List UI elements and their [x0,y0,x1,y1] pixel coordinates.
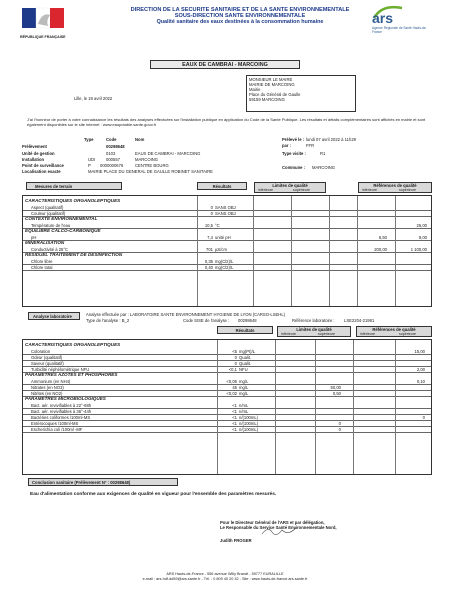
limit-sup: 50,00 [330,384,341,390]
row-divider [23,432,431,433]
meta-code-label: Code [106,137,117,142]
column-divider [253,196,254,306]
table1-header-mesures [26,182,122,190]
param-name: Saveur (qualitatif) [31,360,64,366]
limit-sup: 0 [338,426,341,432]
ref-inf: 200,00 [374,246,387,252]
result-unit: mg(Cl2)/L [215,264,234,270]
ref-sup: 15,00 [414,348,425,354]
address-line-3: Place du Général de Gaulle [249,92,301,97]
result-unit: SANS OBJ [215,210,236,216]
result-value: <1 [232,414,237,420]
meta-point-label: Point de surveillance [22,163,64,168]
page-title: EAUX DE CAMBRAI - MARCOING [182,62,268,68]
result-value: <1 [232,402,237,408]
limit-sup: 0,50 [332,390,341,396]
section-title: CARACTERISTIQUES ORGANOLEPTIQUES [25,342,121,347]
param-name: Odeur (qualitatif) [31,354,63,360]
table2-body [22,339,432,475]
column-divider [329,196,330,306]
table1-header-resultats-label: Résultats [212,184,232,189]
result-value: <0,05 [226,378,237,384]
column-divider [395,340,396,474]
table1-header-mesures-label: Mesures de terrain [35,184,73,189]
column-divider [353,340,354,474]
result-value: 0 [234,360,237,366]
signature-line1: Pour le Directeur Général de l'ARS et par délégation, [220,520,325,525]
conclusion-label: Conclusion sanitaire (Prélèvement N° : 00298648) [32,480,131,485]
ref-sup: 25,00 [416,222,427,228]
table1-header-limites-label: Limites de qualité [272,183,308,188]
meta-unite-label: Unité de gestion [22,151,55,156]
result-value: 0 [234,354,237,360]
header-line3: Qualité sanitaire des eaux destinées à la consommation humaine [156,19,324,25]
meta-installation-type: UDI [88,157,96,162]
meta-commune-value: MARCOING [312,165,336,170]
table2-ref-sup-label: supérieure [399,332,416,336]
column-divider [357,196,358,306]
param-name: Température de l'eau [31,222,71,228]
meta-unite-nom: EAUX DE CAMBRAI - MARCOING [135,151,201,156]
param-name: Nitrites (en NO2) [31,390,63,396]
row-divider [23,240,431,241]
result-unit: Qualit. [239,360,252,366]
meta-par-label: par : [282,143,292,148]
lab-code-sise-label: Code SISE de l'analyse : [183,318,230,323]
table2-header-resultats [217,326,273,334]
meta-par-value: FFR [306,143,315,148]
table1-header-references [358,182,432,193]
address-line-1: MAIRIE DE MARCOING [249,82,295,87]
lab-line2: Type de l'analyse : B_2 [86,318,130,323]
param-name: Ammonium (en NH4) [31,378,71,384]
meta-prelevement-value: 00298648 [106,144,125,149]
table2-header-references-label: Références de qualité [372,327,416,332]
table2-sup-label: supérieure [318,332,335,336]
ref-sup: 1 100,00 [410,246,427,252]
meta-localisation-label: Localisation exacte [22,169,61,174]
param-name: Entérocoques /100ml-MS [31,420,79,426]
meta-localisation-value: MAIRIE PLACE DU GENERAL DE GAULLE ROBINET SANITAIRE [88,169,213,174]
date-line: Lille, le 19 avril 2022 [74,96,113,101]
table-row [23,264,431,270]
result-value: 0 [210,204,213,210]
table2-header-references [356,326,432,337]
table2-ref-inf-label: inférieure [360,332,375,336]
section-title: CARACTERISTIQUES ORGANOLEPTIQUES [25,198,121,203]
table2-header-resultats-label: Résultats [235,328,255,333]
table1-header-resultats [197,182,247,190]
table1-inf-label: inférieure [258,188,273,192]
result-unit: n/mL [239,408,249,414]
ref-inf: 6,50 [378,234,387,240]
result-value: 7,4 [207,234,213,240]
signature-block [220,520,420,543]
address-line-2: Mairie [249,87,261,92]
signature-image [260,524,300,538]
meta-commune-label: Commune : [282,165,306,170]
table1-sup-label: supérieure [293,188,310,192]
column-divider [275,340,276,474]
limit-sup: 0 [338,420,341,426]
result-unit: n/(100mL) [239,414,259,420]
meta-unite-code: 0103 [106,151,116,156]
table-row [23,234,431,240]
param-name: Nitrates (en NO3) [31,384,64,390]
section-title: PARAMETRES MICROBIOLOGIQUES [25,396,106,401]
table2-header-limites [277,326,351,337]
result-unit: mg/L [239,384,249,390]
result-value: <1 [232,408,237,414]
ars-subtitle: Agence Régionale de Santé Hauts-de-France [372,26,427,34]
footer-line1: ARS Hauts-de-France - 556 avenue Willy Brandt - 59777 EURALILLE [166,572,284,576]
meta-type-visite-label: Type visite : [282,151,306,156]
lab-ref-label: Référence laboratoire : [292,318,335,323]
ref-sup: 0,10 [416,378,425,384]
meta-prelevement-label: Prélèvement [22,144,47,149]
result-value: 10,5 [204,222,213,228]
meta-type-visite-value: R1 [320,151,326,156]
param-name: Chlore total [31,264,53,270]
result-unit: n/(100mL) [239,426,259,432]
section-title: MINERALISATION [25,240,65,245]
address-line-4: 59159 MARCOING [249,97,285,102]
intro-text: J'ai l'honneur de porter à votre connaissance les résultats des analyses effectuées sur l'installation publique en application du Code de la Santé Publique. Les résultats et détails complémentaires sont affichés en mairie et sont également disponibles sur le site internet : www.eaupotable.sante.gouv.fr [27,117,426,127]
header-line2: SOUS-DIRECTION SANTE ENVIRONNEMENTALE [174,13,306,19]
section-title: PARAMETRES AZOTES ET PHOSPHORES [25,372,118,377]
meta-preleve-value: lundi 07 avril 2022 à 11h29 [306,137,356,142]
result-unit: Qualit. [239,354,252,360]
result-value: 0,35 [204,258,213,264]
signature-name: Judith FROGER [220,538,252,543]
section-title: EQUILIBRE CALCO-CARBONIQUE [25,228,101,233]
meta-point-nom: CENTRE BOURG [135,163,169,168]
republic-text: RÉPUBLIQUE FRANÇAISE [20,35,66,39]
result-unit: n/mL [239,402,249,408]
column-divider [315,340,316,474]
meta-installation-label: Installation [22,157,45,162]
result-unit: mg(Pt)/L [239,348,256,354]
result-value: 0,40 [204,264,213,270]
ref-sup: 2,00 [416,366,425,372]
result-unit: NFU [239,366,248,372]
marianne-logo [20,6,72,38]
result-value: 0 [210,210,213,216]
ars-logo-text: ars [372,10,394,26]
param-name: Chlore libre [31,258,53,264]
param-name: Bactéries coliformes /100ml-MS [31,414,91,420]
lab-line1: Analyse effectuée par : LABORATOIRE SANTE ENVIRONNEMENT HYGIENE DE LYON (CARSO-LSEHL) [86,312,286,317]
table1-ref-sup-label: supérieure [399,188,416,192]
ref-sup: 9,00 [418,234,427,240]
result-value: <0,02 [226,390,237,396]
lab-analysis-table [22,325,432,475]
lab-label: Analyse laboratoire [33,314,72,319]
result-unit: mg/L [239,390,249,396]
result-unit: n/(100mL) [239,420,259,426]
conclusion-text: Eau d'alimentation conforme aux exigences de qualité en vigueur pour l'ensemble des paramètres mesurés. [30,492,277,497]
table1-ref-inf-label: inférieure [362,188,377,192]
title-box [150,60,300,69]
result-value: 701 [206,246,213,252]
param-name: Couleur (qualitatif) [31,210,66,216]
table1-body [22,195,432,307]
param-name: Turbidité néphélométrique NFU [31,366,90,372]
ref-sup: 0 [422,414,425,420]
conclusion-label-box [28,478,178,486]
param-name: Bact. aér. revivifiables à 22°-68h [31,402,92,408]
param-name: Aspect (qualitatif) [31,204,64,210]
meta-installation-nom: MARCOING [135,157,159,162]
result-unit: SANS OBJ [215,204,236,210]
table1-header-limites [254,182,326,193]
param-name: Bact. aér. revivifiables à 36°-44h [31,408,92,414]
table-row [23,426,431,432]
result-value: <5 [232,348,237,354]
param-name: Conductivité à 25°C [31,246,69,252]
param-name: Coloration [31,348,51,354]
address-box [246,75,356,112]
field-measures-table [22,181,432,309]
lab-ref-value: LSE2204-21981 [344,318,375,323]
meta-point-type: P [88,163,91,168]
table1-header-references-label: Références de qualité [373,183,417,188]
result-value: <1 [232,426,237,432]
signature-line2: Le Responsable du Service Santé Environnementale Nord, [220,525,337,530]
table2-header-limites-label: Limites de qualité [296,327,332,332]
footer-line2: e-mail : ars-hdf-dd59@ars.sante.fr - Tél. : 0 809 40 20 32 - Site : www.hauts-de-france.ars.sante.fr [142,577,308,581]
row-divider [23,270,431,271]
meta-preleve-label: Prélevé le : [282,137,305,142]
result-unit: unité pH [215,234,231,240]
meta-point-code: 0000000676 [100,163,124,168]
section-title: CONTEXTE ENVIRONNEMENTAL [25,216,98,221]
column-divider [197,196,198,306]
lab-code-sise-value: 00298648 [238,318,257,323]
result-unit: µS/cm [215,246,227,252]
ars-logo [368,4,428,34]
result-unit: mg/L [239,378,249,384]
lab-label-box [28,312,80,320]
param-name: pH [31,234,37,240]
meta-installation-code: 000557 [106,157,120,162]
address-line-0: MONSIEUR LE MAIRE [249,77,293,82]
column-divider [395,196,396,306]
header-line1: DIRECTION DE LA SECURITE SANITAIRE ET DE LA SANTE ENVIRONNEMENTALE [130,7,350,13]
result-unit: mg(Cl2)/L [215,258,234,264]
result-unit: °C [215,222,220,228]
result-value: <1 [232,420,237,426]
result-value: 45 [232,384,237,390]
param-name: Escherichia coli /100ml -MF [31,426,83,432]
meta-type-label: Type [84,137,94,142]
meta-nom-label: Nom [135,137,145,142]
column-divider [217,340,218,474]
column-divider [291,196,292,306]
section-title: RESIDUEL TRAITEMENT DE DESINFECTION [25,252,123,257]
result-value: <0,1 [228,366,237,372]
table2-inf-label: inférieure [281,332,296,336]
